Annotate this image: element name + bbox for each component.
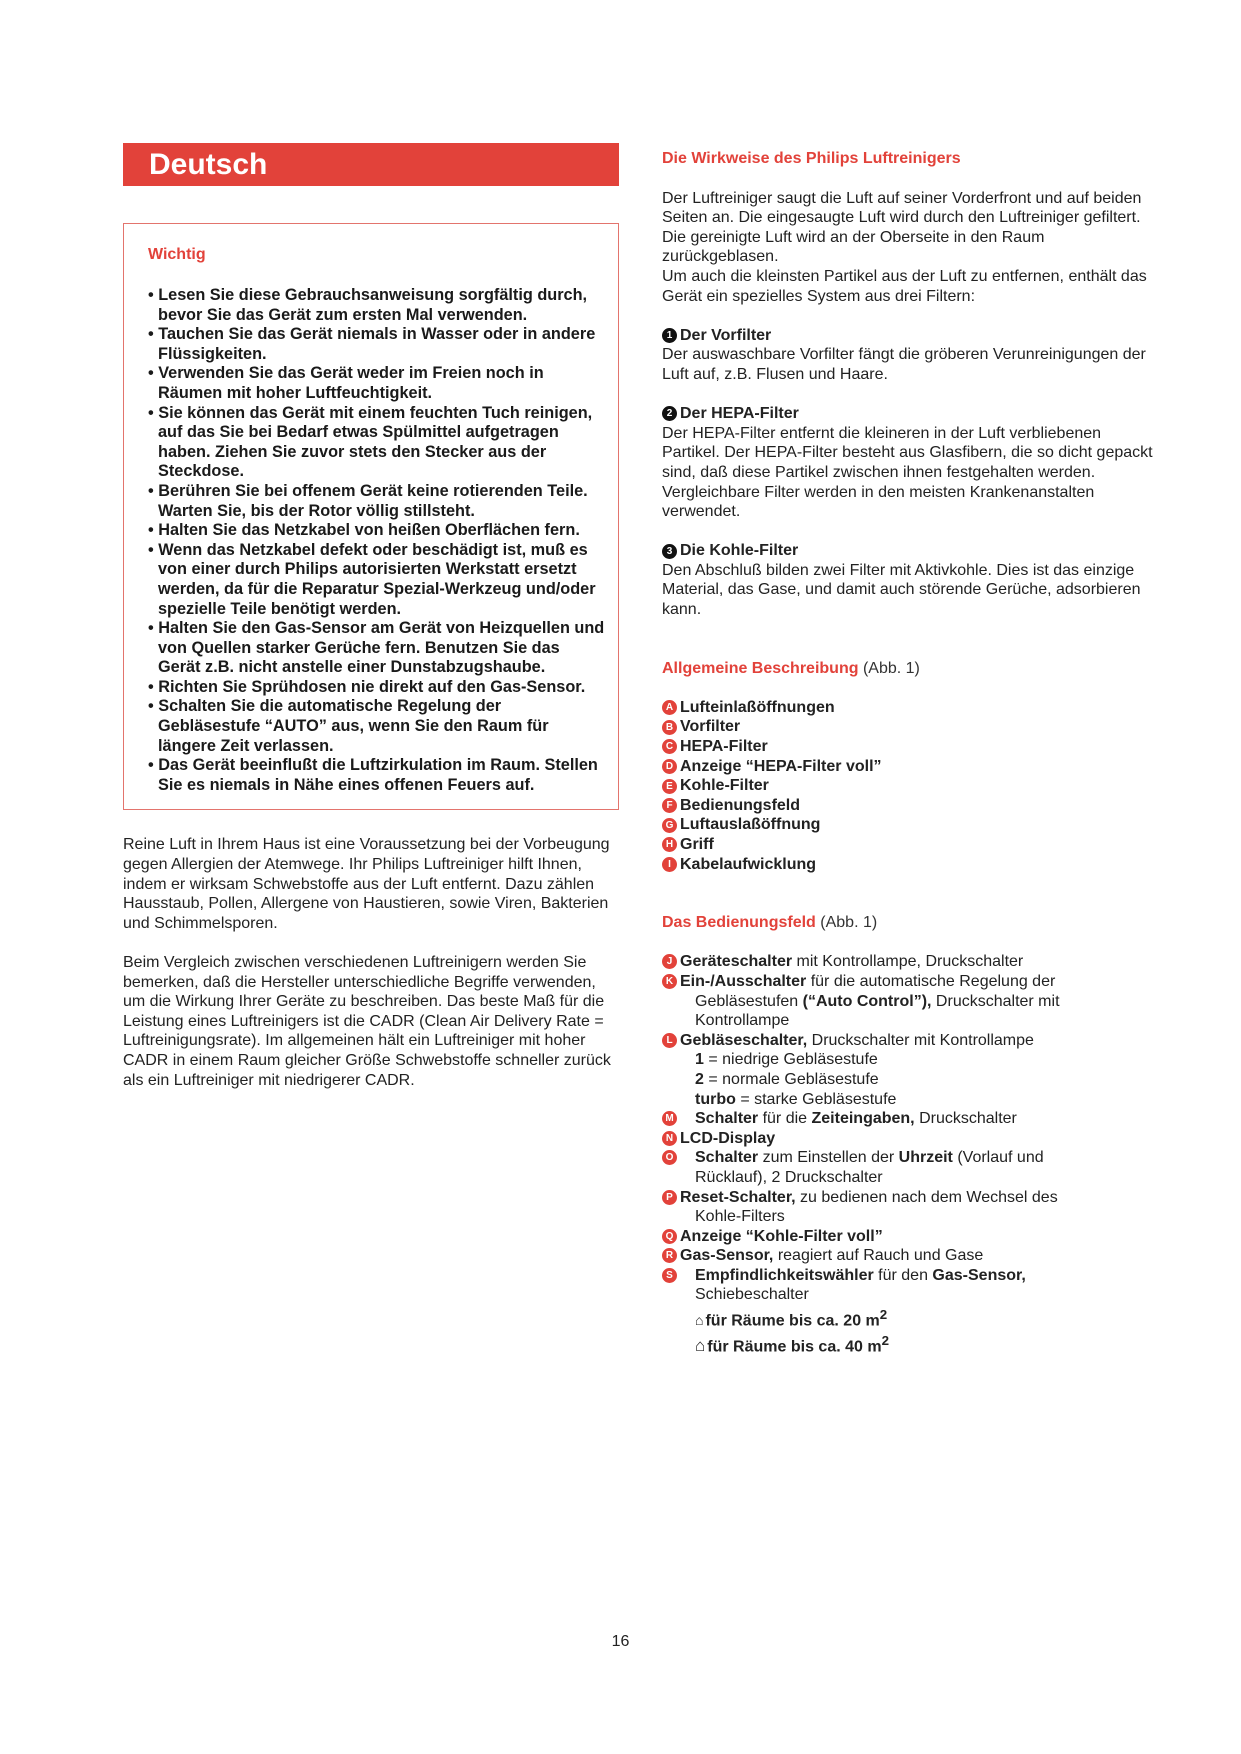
letter-badge-icon: M [662,1111,677,1126]
panel-item [662,1109,1162,1129]
control-panel-section [662,913,1162,1357]
panel-item [662,1266,1162,1357]
setting-key: 1 [695,1051,704,1069]
item-label: Zeiteingaben, [811,1110,915,1128]
part-label: HEPA-Filter [680,738,768,756]
item-text: zum Einstellen der [758,1149,899,1167]
part-item [662,855,1162,875]
item-label: Gas-Sensor, [932,1266,1026,1284]
panel-item [662,1246,1162,1266]
room-text: für Räume bis ca. 40 m [707,1338,882,1356]
item-label: (“Auto Control”), [802,992,932,1010]
part-label: Kabelaufwicklung [680,855,817,873]
description-title-text: Allgemeine Beschreibung [662,659,859,677]
item-text: mit Kontrollampe, Druckschalter [792,953,1024,971]
setting-key: 2 [695,1070,704,1088]
part-item [662,717,1162,737]
filter-name: Der Vorfilter [680,326,772,344]
filter-title [662,404,1162,424]
part-label: Kohle-Filter [680,777,769,795]
item-label: LCD-Display [680,1129,776,1147]
letter-badge-icon: F [662,798,677,813]
panel-item [662,1148,1162,1187]
filter-name: Die Kohle-Filter [680,542,799,560]
panel-list [662,952,1162,1357]
warning-item: • Lesen Sie diese Gebrauchsanweisung sorgfältig durch, bevor Sie das Gerät zum ersten Mal verwenden. [148,286,588,324]
item-text: Kohle-Filters [695,1208,785,1226]
warning-box [123,223,619,810]
number-badge-icon: 1 [662,328,677,343]
filter-title [662,326,1162,346]
item-text: zu bedienen nach dem Wechsel des [795,1188,1058,1206]
filter-block [662,326,1162,385]
panel-item [662,1188,1162,1227]
filter-text: Der auswaschbare Vorfilter fängt die gröberen Verunreinigungen der Luft auf, z.B. Flusen und Haare. [662,346,1146,383]
warning-title: Wichtig [148,246,206,263]
number-badge-icon: 3 [662,544,677,559]
warning-item: • Berühren Sie bei offenem Gerät keine rotierenden Teile. Warten Sie, bis der Rotor völlig stillsteht. [148,481,588,520]
small-house-icon: ⌂ [695,1312,704,1329]
letter-badge-icon: O [662,1150,677,1165]
part-item [662,835,1162,855]
letter-badge-icon: G [662,818,677,833]
figure-ref: (Abb. 1) [820,914,878,932]
filter-title [662,541,1162,561]
description-section [662,659,1162,875]
setting-text: = normale Gebläsestufe [703,1070,879,1088]
warning-list [148,286,606,795]
item-text: für die [758,1110,812,1128]
item-label: Anzeige “Kohle-Filter voll” [680,1227,883,1245]
item-text: Rücklauf), 2 Druckschalter [695,1168,883,1186]
item-text: für den [873,1266,933,1284]
warning-item: • Halten Sie das Netzkabel von heißen Oberflächen fern. [148,521,580,540]
part-item [662,698,1162,718]
letter-badge-icon: H [662,837,677,852]
item-text: Druckschalter [914,1110,1017,1128]
letter-badge-icon: A [662,700,677,715]
warning-item: • Tauchen Sie das Gerät niemals in Wasser oder in andere Flüssigkeiten. [148,325,596,363]
part-label: Anzeige “HEPA-Filter voll” [680,757,882,775]
right-column [662,149,1162,1357]
warning-item: • Schalten Sie die automatische Regelung der Gebläsestufe “AUTO” aus, wenn Sie den Raum für längere Zeit verlassen. [148,697,549,755]
item-text: Schiebeschalter [695,1286,809,1304]
language-header: Deutsch [123,143,619,186]
warning-item: • Verwenden Sie das Gerät weder im Freien noch in Räumen mit hoher Luftfeuchtigkeit. [148,364,544,402]
item-text: für die automatische Regelung der [806,972,1056,990]
part-item [662,815,1162,835]
letter-badge-icon: C [662,739,677,754]
room-text: für Räume bis ca. 20 m [705,1312,880,1330]
letter-badge-icon: N [662,1131,677,1146]
item-label: Geräteschalter [680,953,793,971]
item-label: Gebläseschalter, [680,1031,808,1049]
letter-badge-icon: Q [662,1229,677,1244]
letter-badge-icon: R [662,1248,677,1263]
figure-ref: (Abb. 1) [862,659,920,677]
number-badge-icon: 2 [662,406,677,421]
letter-badge-icon: B [662,720,677,735]
panel-item [662,952,1162,972]
how-it-works-intro [662,189,1162,307]
item-text: Kontrollampe [695,1012,790,1030]
panel-title [662,913,1162,933]
setting-text: = starke Gebläsestufe [735,1090,897,1108]
large-house-icon: ⌂ [695,1336,706,1356]
filter-block [662,541,1162,619]
item-text: (Vorlauf und [952,1149,1044,1167]
filter-text: Der HEPA-Filter entfernt die kleineren in der Luft verbliebenen Partikel. Der HEPA-Filter besteht aus Glasfibern, die so dicht gepackt sind, daß diese Partikel zwischen ihnen festgehalten werden. Vergleichbare Filter werden in den meisten Krankenanstalten verwendet. [662,424,1153,521]
page-number: 16 [611,1633,630,1650]
intro-text: Der Luftreiniger saugt die Luft auf seiner Vorderfront und auf beiden Seiten an. Die eingesaugte Luft wird durch den Luftreiniger gefiltert. Die gereinigte Luft wird an der Oberseite in den Raum zurückgeblasen. [662,189,1142,266]
room-size-small [680,1305,887,1331]
setting-text: = niedrige Gebläsestufe [703,1051,878,1069]
superscript: 2 [879,1307,888,1323]
letter-badge-icon: D [662,759,677,774]
panel-item [662,972,1162,1031]
part-item [662,737,1162,757]
part-item [662,757,1162,777]
panel-item [662,1227,1162,1247]
warning-item: • Richten Sie Sprühdosen nie direkt auf den Gas-Sensor. [148,677,586,696]
warning-item: • Das Gerät beeinflußt die Luftzirkulation im Raum. Stellen Sie es niemals in Nähe eines offenen Feuers auf. [148,756,598,794]
intro-text-2: Um auch die kleinsten Partikel aus der Luft zu entfernen, enthält das Gerät ein spezielles System aus drei Filtern: [662,267,1147,305]
panel-item [662,1031,1162,1109]
letter-badge-icon: P [662,1190,677,1205]
part-label: Griff [680,836,714,853]
item-label: Schalter [695,1149,759,1167]
item-text: Druckschalter mit [931,992,1060,1010]
intro-paragraph: Reine Luft in Ihrem Haus ist eine Voraussetzung bei der Vorbeugung gegen Allergien der Atemwege. Ihr Philips Luftreiniger hilft Ihnen, indem er wirksam Schwebstoffe aus der Luft entfernt. Dazu zählen Hausstaub, Pollen, Allergene von Haustieren, sowie Viren, Bakterien und Schimmelsporen. [123,836,610,932]
room-size-large [680,1331,889,1357]
item-label: Schalter [695,1110,759,1128]
item-label: Uhrzeit [898,1149,953,1167]
description-title [662,659,1162,679]
part-item [662,776,1162,796]
warning-item: • Halten Sie den Gas-Sensor am Gerät von Heizquellen und von Quellen starker Gerüche fern. Benutzen Sie das Gerät z.B. nicht anstelle einer Dunstabzugshaube. [148,619,605,677]
item-text: reagiert auf Rauch und Gase [773,1247,984,1265]
letter-badge-icon: J [662,954,677,969]
item-label: Empfindlichkeitswähler [695,1266,874,1284]
item-text: Gebläsestufen [695,992,803,1010]
part-label: Lufteinlaßöffnungen [680,698,835,716]
cadr-paragraph: Beim Vergleich zwischen verschiedenen Luftreinigern werden Sie bemerken, daß die Hersteller unterschiedliche Begriffe verwenden, um die Wirkung Ihrer Geräte zu beschreiben. Das beste Maß für die Leistung eines Luftreinigers ist die CADR (Clean Air Delivery Rate = Luftreinigungsrate). Im allgemeinen hält ein Luftreiniger mit hoher CADR in einem Raum gleicher Größe Schwebstoffe schneller zurück als ein Luftreiniger mit niedrigerer CADR. [123,954,611,1089]
filter-block [662,404,1162,522]
filter-text: Den Abschluß bilden zwei Filter mit Aktivkohle. Dies ist das einzige Material, das Gase, und damit auch störende Gerüche, adsorbieren kann. [662,561,1141,619]
item-text: Druckschalter mit Kontrollampe [807,1031,1034,1049]
setting-key: turbo [695,1090,736,1108]
item-label: Ein-/Ausschalter [680,972,807,990]
letter-badge-icon: E [662,779,677,794]
filter-name: Der HEPA-Filter [680,405,799,423]
part-label: Bedienungsfeld [680,796,801,814]
warning-item: • Sie können das Gerät mit einem feuchten Tuch reinigen, auf das Sie bei Bedarf etwas Spülmittel aufgetragen haben. Ziehen Sie zuvor stets den Stecker aus der Steckdose. [148,403,593,481]
item-label: Gas-Sensor, [680,1247,774,1265]
left-column [123,143,619,1090]
panel-item [662,1129,1162,1149]
parts-list [662,698,1162,874]
warning-item: • Wenn das Netzkabel defekt oder beschädigt ist, muß es von einer durch Philips autorisierten Werkstatt ersetzt werden, da für die Reparatur Spezial-Werkzeug und/oder spezielle Teile benötigt werden. [148,540,596,618]
part-label: Vorfilter [680,718,741,736]
superscript: 2 [881,1332,889,1348]
panel-title-text: Das Bedienungsfeld [662,914,816,932]
letter-badge-icon: L [662,1033,677,1048]
letter-badge-icon: I [662,857,677,872]
part-item [662,796,1162,816]
letter-badge-icon: S [662,1268,677,1283]
item-label: Reset-Schalter, [680,1188,796,1206]
letter-badge-icon: K [662,974,677,989]
part-label: Luftauslaßöffnung [680,816,821,834]
how-it-works-title: Die Wirkweise des Philips Luftreinigers [662,150,961,167]
